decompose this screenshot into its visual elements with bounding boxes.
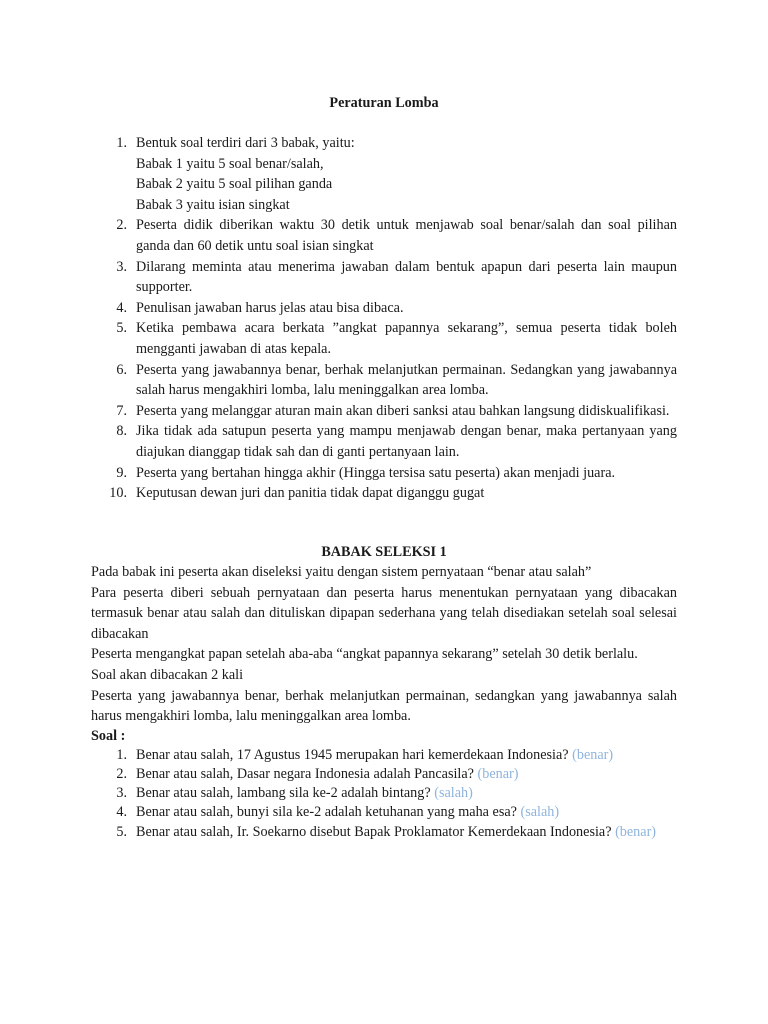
section-paragraph: Soal akan dibacakan 2 kali	[91, 666, 244, 683]
rule-line: Babak 1 yaitu 5 soal benar/salah,	[136, 155, 324, 172]
rule-text: Keputusan dewan juri dan panitia tidak dapat diganggu gugat	[136, 485, 485, 502]
rule-text: Peserta didik diberikan waktu 30 detik untuk menjawab soal benar/salah dan soal pilihan ganda dan 60 detik untu soal isian singkat	[136, 217, 677, 254]
question-item	[91, 765, 677, 784]
rule-text: Peserta yang jawabannya benar, berhak melanjutkan permainan. Sedangkan yang jawabannya salah harus mengakhiri lomba, lalu meninggalkan area lomba.	[136, 361, 677, 399]
rules-section	[91, 133, 677, 504]
rule-number: 10.	[109, 485, 127, 502]
rule-text: Peserta yang bertahan hingga akhir (Hingga tersisa satu peserta) akan menjadi juara.	[136, 464, 616, 481]
rule-number: 3.	[116, 258, 127, 275]
rule-text: Peserta yang melanggar aturan main akan diberi sanksi atau bahkan langsung didiskualifikasi.	[136, 402, 670, 419]
question-number: 4.	[116, 804, 127, 821]
rule-item	[91, 421, 677, 462]
rule-item	[91, 257, 677, 298]
rule-item	[91, 133, 677, 215]
selection-section	[91, 542, 677, 842]
rule-text: Jika tidak ada satupun peserta yang mampu menjawab dengan benar, maka pertanyaan yang diajukan dianggap tidak sah dan di ganti pertanyaan lain.	[136, 423, 677, 460]
question-number: 1.	[116, 746, 127, 763]
question-answer: (salah)	[520, 804, 560, 821]
rule-number: 5.	[116, 320, 127, 337]
question-answer: (benar)	[615, 823, 657, 840]
rule-number: 2.	[116, 217, 127, 234]
rule-item	[91, 215, 677, 256]
rule-text: Ketika pembawa acara berkata ”angkat papannya sekarang”, semua peserta tidak boleh mengganti jawaban di atas kepala.	[136, 320, 677, 357]
question-text: Benar atau salah, Dasar negara Indonesia adalah Pancasila?	[136, 765, 478, 782]
rule-line: Bentuk soal terdiri dari 3 babak, yaitu:	[136, 135, 355, 151]
rule-number: 4.	[116, 299, 127, 316]
rule-item	[91, 463, 677, 484]
rule-number: 6.	[116, 361, 127, 378]
question-item	[91, 803, 677, 822]
question-item	[91, 746, 677, 765]
rule-text: Penulisan jawaban harus jelas atau bisa dibaca.	[136, 299, 404, 316]
rule-line: Babak 2 yaitu 5 soal pilihan ganda	[136, 176, 333, 193]
question-text: Benar atau salah, 17 Agustus 1945 merupakan hari kemerdekaan Indonesia?	[136, 746, 573, 763]
questions-list	[91, 746, 677, 842]
rule-number: 1.	[116, 135, 127, 151]
question-answer: (benar)	[572, 746, 614, 763]
rule-text: Dilarang meminta atau menerima jawaban dalam bentuk apapun dari peserta lain maupun supporter.	[136, 258, 677, 296]
question-number: 3.	[116, 785, 127, 802]
question-number: 5.	[116, 823, 127, 840]
questions-label: Soal :	[91, 727, 126, 744]
rule-item	[91, 401, 677, 422]
section-heading: BABAK SELEKSI 1	[321, 544, 447, 560]
question-number: 2.	[116, 765, 127, 782]
section-paragraph: Peserta yang jawabannya benar, berhak melanjutkan permainan, sedangkan yang jawabannya salah harus mengakhiri lomba, lalu meninggalkan area lomba.	[91, 687, 677, 725]
question-text: Benar atau salah, Ir. Soekarno disebut Bapak Proklamator Kemerdekaan Indonesia?	[136, 823, 616, 840]
section-paragraph: Peserta mengangkat papan setelah aba-aba “angkat papannya sekarang” setelah 30 detik berlalu.	[91, 646, 638, 663]
rule-number: 7.	[116, 402, 127, 419]
page-title: Peraturan Lomba	[329, 95, 439, 111]
question-item	[91, 823, 677, 842]
section-paragraph: Pada babak ini peserta akan diseleksi yaitu dengan sistem pernyataan “benar atau salah”	[91, 564, 592, 580]
rule-item	[91, 318, 677, 359]
rule-number: 9.	[116, 464, 127, 481]
rules-list	[91, 133, 677, 504]
section-paragraph: Para peserta diberi sebuah pernyataan dan peserta harus menentukan pernyataan yang dibacakan termasuk benar atau salah dan dituliskan dipapan sederhana yang telah disediakan setelah soal selesai dibacakan	[91, 584, 677, 642]
question-text: Benar atau salah, bunyi sila ke-2 adalah ketuhanan yang maha esa?	[136, 804, 521, 821]
rule-line: Babak 3 yaitu isian singkat	[136, 196, 290, 213]
question-text: Benar atau salah, lambang sila ke-2 adalah bintang?	[136, 785, 435, 802]
rule-item	[91, 298, 677, 319]
rule-item	[91, 360, 677, 401]
question-item	[91, 784, 677, 803]
question-answer: (benar)	[477, 765, 519, 782]
rule-number: 8.	[116, 423, 127, 440]
rule-item	[91, 483, 677, 504]
question-answer: (salah)	[434, 785, 473, 802]
